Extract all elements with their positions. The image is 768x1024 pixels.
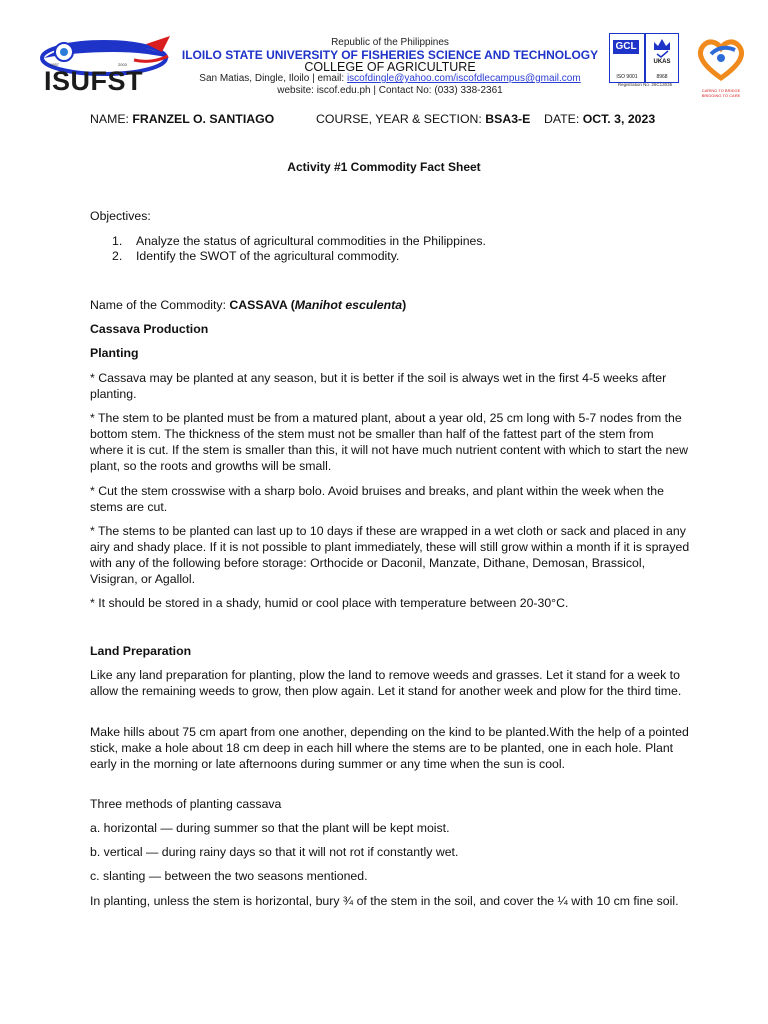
course-section: COURSE, YEAR & SECTION: BSA3-E [316,112,531,126]
cert-number: 8968 [656,74,668,80]
header-republic: Republic of the Philippines [331,37,449,48]
production-heading: Cassava Production [90,322,209,336]
planting-paragraph: * It should be stored in a shady, humid or cool place with temperature between 20-30°C. [90,596,569,610]
ukas-badge [645,33,679,83]
commodity-name: Name of the Commodity: CASSAVA (Manihot esculenta) [90,298,407,312]
methods-intro: Three methods of planting cassava [90,797,282,811]
crown-check-icon [646,34,678,58]
objective-num-2: 2. [112,249,123,263]
land-preparation-heading: Land Preparation [90,644,192,658]
objective-num-1: 1. [112,234,123,248]
land-paragraph: In planting, unless the stem is horizontal, bury ¾ of the stem in the soil, and cover the ¼ with 10 cm fine soil. [90,894,679,908]
header-address [150,73,630,84]
header-college: COLLEGE OF AGRICULTURE [304,60,476,74]
email-link[interactable]: iscofdingle@yahoo.com/iscofdlecampus@gmail.com [346,73,581,84]
planting-paragraph: * Cassava may be planted at any season, but it is better if the soil is always wet in the first 4-5 weeks after planting. [90,371,667,401]
ukas-label: UKAS [653,59,671,65]
logo-wordmark: ISUFST [44,66,144,96]
planting-heading: Planting [90,346,139,360]
planting-paragraph: * Cut the stem crosswise with a sharp bolo. Avoid bruises and breaks, and plant within the week when the stems are cut. [90,484,664,514]
certification-badge [609,33,679,87]
method-vertical: b. vertical — during rainy days so that it will not rot if constantly wet. [90,845,459,859]
planting-paragraph: * The stems to be planted can last up to 10 days if these are wrapped in a wet cloth or sack and placed in any airy and shady place. If it is not possible to plant immediately, these will still grow within a month if it is sprayed with any of the following before storage: Orthocide or Daconil, Manzate, Dithane, Demosan, Brassicol, Visigran, or Agallol. [90,524,690,586]
objectives-heading: Objectives: [90,209,151,223]
method-horizontal: a. horizontal — during summer so that the plant will be kept moist. [90,821,450,835]
registration-number: Registration No. 26C13035 [617,82,673,87]
gcl-badge [609,33,645,83]
header-website: website: iscof.edu.ph | Contact No: (033) 338-2361 [277,85,503,96]
objective-item-2: Identify the SWOT of the agricultural commodity. [136,249,400,263]
address-prefix: San Matias, Dingle, Iloilo | email: [199,73,347,84]
iso-label: ISO 9001 [616,74,638,80]
land-paragraph: Like any land preparation for planting, plow the land to remove weeds and grasses. Let it stand for a week to allow the remaining weeds to grow, then plow again. Let it stand for another week and plow for the third time. [90,668,682,698]
date: DATE: OCT. 3, 2023 [544,112,656,126]
student-name: NAME: FRANZEL O. SANTIAGO [90,112,275,126]
method-slanting: c. slanting — between the two seasons mentioned. [90,869,368,883]
planting-paragraph: * The stem to be planted must be from a matured plant, about a year old, 25 cm long with 5-7 nodes from the bottom stem. The thickness of the stem must not be smaller than half of the fattest part of the stem from where it is cut. If the stem is smaller than this, it will not have much nutrient content with which to start the new plant, so the roots and growths will be small. [90,411,689,473]
logo-year-right: 2003 [118,62,127,67]
land-paragraph: Make hills about 75 cm apart from one another, depending on the kind to be planted.With the help of a pointed stick, make a hole about 18 cm deep in each hill where the stems are to be planted, one in each hole. Plant early in the morning or late afternoons during summer or any time when the sun is cool. [90,725,689,771]
heart-care-logo [695,34,747,90]
activity-title: Activity #1 Commodity Fact Sheet [287,160,481,174]
gcl-label: GCL [613,40,639,54]
objective-item-1: Analyze the status of agricultural commodities in the Philippines. [136,234,486,248]
header-university: ILOILO STATE UNIVERSITY OF FISHERIES SCIENCE AND TECHNOLOGY [181,48,599,62]
heart-caption: CARING TO BRIDGE BRIDGING TO CARE [701,88,741,98]
logo-year-left: 1957 [50,62,59,67]
